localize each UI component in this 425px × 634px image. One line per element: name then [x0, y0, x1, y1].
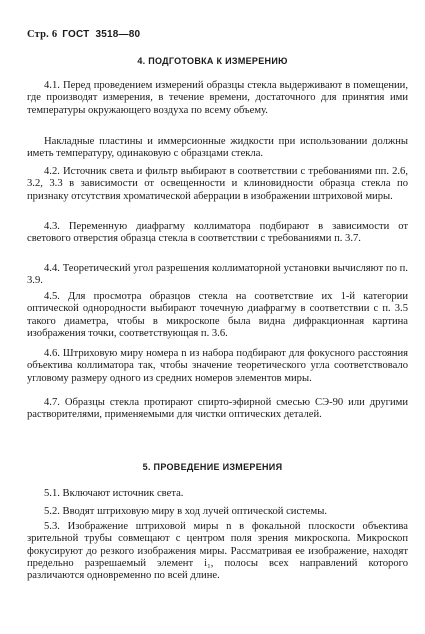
paragraph-4-1: 4.1. Перед проведением измерений образцы стекла выдерживают в помещении, где производят измерения, в течение времени, достаточного для принятия ими температуры окружающего воздуха по всему объему. — [27, 80, 408, 116]
paragraph-4-5: 4.5. Для просмотра образцов стекла на соответствие их 1-й категории оптической однородности выбирают точечную диафрагму в соответствии с п. 3.5 такого диаметра, чтобы в микроскопе была видна дифракционная картина изображения точки, соответствующая п. 3.6. — [27, 291, 408, 339]
paragraph-4-7: 4.7. Образцы стекла протирают спирто-эфирной смесью СЭ-90 или другими растворителями, применяемыми для чистки оптических деталей. — [27, 397, 408, 421]
section-5-title: 5. ПРОВЕДЕНИЕ ИЗМЕРЕНИЯ — [142, 462, 283, 472]
paragraph-5-3: 5.3. Изображение штриховой миры n в фокальной плоскости объектива зрительной трубы совмещают с центром поля зрения микроскопа. Микроскоп фокусируют до резкого изображения миры. Рассматривая ее изображение, находят предельно разрешаемый элемент i₁, полосы всех направлений которого различаются одновременно по всей длине. — [27, 521, 408, 582]
page-header — [27, 29, 140, 40]
paragraph-4-2: 4.2. Источник света и фильтр выбирают в соответствии с требованиями пп. 2.6, 3.2, 3.3 в зависимости от освещенности и клиновидности образца стекла по признаку отсутствия хроматической аберрации в изображении штриховой миры. — [27, 166, 408, 202]
paragraph-5-2: 5.2. Вводят штриховую миру в ход лучей оптической системы. — [44, 506, 327, 517]
paragraph-4-4: 4.4. Теоретический угол разрешения коллиматорной установки вычисляют по п. 3.9. — [27, 263, 408, 287]
paragraph-4-6: 4.6. Штриховую миру номера n из набора подбирают для фокусного расстояния объектива коллиматора так, чтобы значение теоретического угла соответствовало угловому размеру одного из средних номеров элементов миры. — [27, 348, 408, 384]
paragraph-4-1-note: Накладные пластины и иммерсионные жидкости при использовании должны иметь температуру, одинаковую с образцами стекла. — [27, 136, 408, 160]
standard-number: 3518—80 — [95, 29, 141, 40]
section-4-title: 4. ПОДГОТОВКА К ИЗМЕРЕНИЮ — [137, 56, 288, 66]
paragraph-4-3: 4.3. Переменную диафрагму коллиматора подбирают в зависимости от светового отверстия образца стекла в соответствии с требованиями п. 3.7. — [27, 221, 408, 245]
paragraph-5-1: 5.1. Включают источник света. — [44, 488, 184, 499]
page-label: Стр. 6 — [27, 29, 58, 40]
standard-label: ГОСТ — [62, 29, 90, 40]
